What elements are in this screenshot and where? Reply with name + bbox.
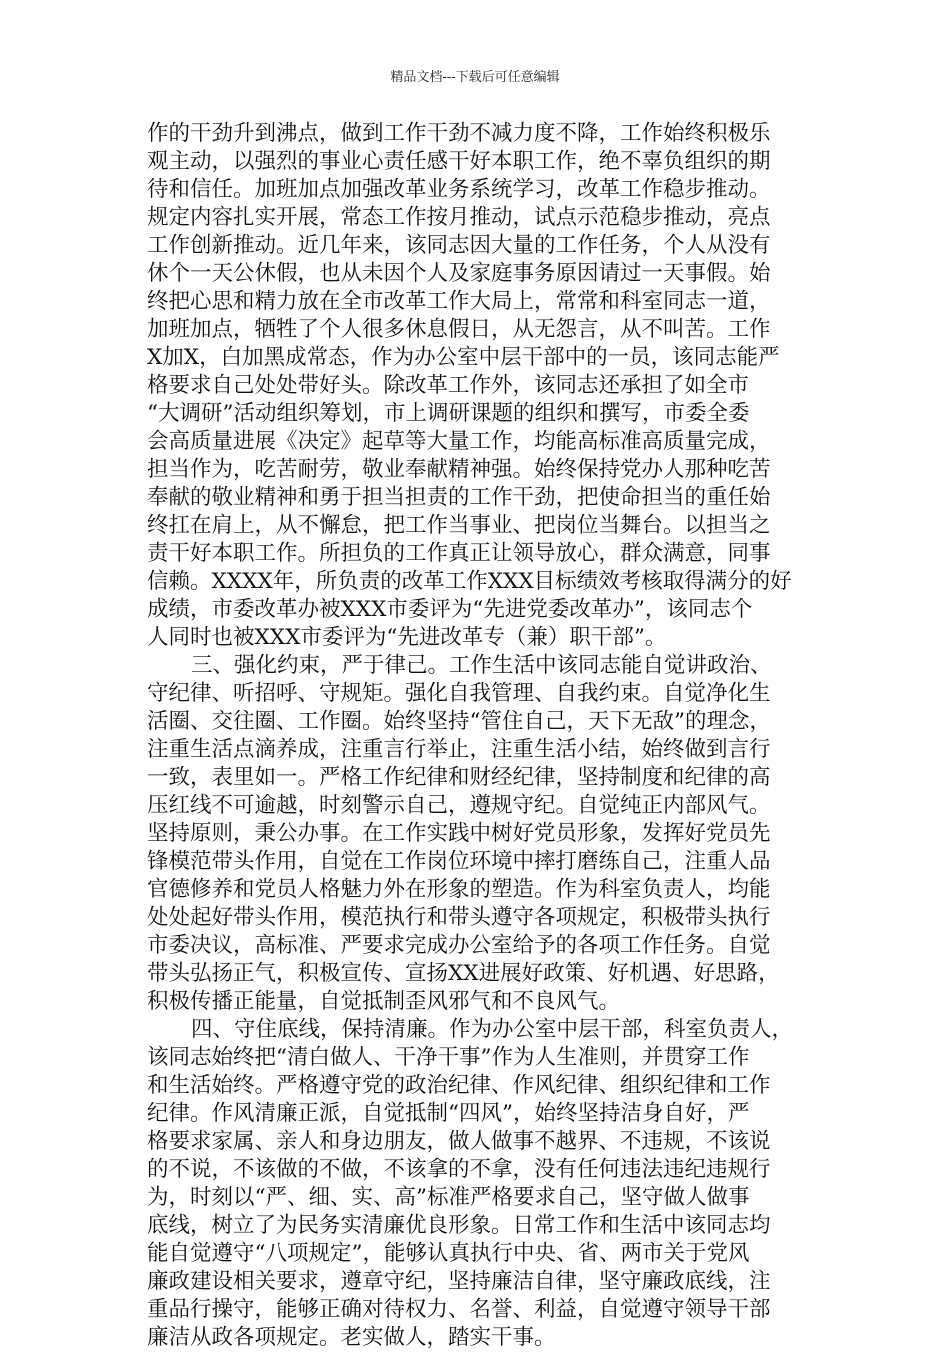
text-line: 官德修养和党员人格魅力外在形象的塑造。作为科室负责人，均能 <box>147 877 771 902</box>
text-line: 压红线不可逾越，时刻警示自己，遵规守纪。自觉纯正内部风气。 <box>147 793 771 818</box>
text-line: 的不说，不该做的不做，不该拿的不拿，没有任何违法违纪违规行 <box>147 1157 771 1182</box>
text-line: 工作创新推动。近几年来，该同志因大量的工作任务，个人从没有 <box>147 233 771 258</box>
text-line: “大调研”活动组织筹划，市上调研课题的组织和撰写，市委全委 <box>147 401 750 426</box>
text-line: 人同时也被XXX市委评为“先进改革专（兼）职干部”。 <box>147 625 667 650</box>
text-line: 坚持原则，秉公办事。在工作实践中树好党员形象，发挥好党员先 <box>147 821 771 846</box>
text-line: 担当作为，吃苦耐劳，敬业奉献精神强。始终保持党办人那种吃苦 <box>147 457 771 482</box>
text-line: 一致，表里如一。严格工作纪律和财经纪律，坚持制度和纪律的高 <box>147 765 771 790</box>
text-line: 守纪律、听招呼、守规矩。强化自我管理、自我约束。自觉净化生 <box>147 681 771 706</box>
text-line: 该同志始终把“清白做人、干净干事”作为人生准则，并贯穿工作 <box>147 1045 750 1070</box>
text-line: 重品行操守，能够正确对待权力、名誉、利益，自觉遵守领导干部 <box>147 1297 771 1322</box>
text-line: 廉洁从政各项规定。老实做人，踏实干事。 <box>147 1325 556 1350</box>
text-line: 和生活始终。严格遵守党的政治纪律、作风纪律、组织纪律和工作 <box>147 1073 771 1098</box>
text-line: 处处起好带头作用，模范执行和带头遵守各项规定，积极带头执行 <box>147 905 771 930</box>
text-line: 责干好本职工作。所担负的工作真正让领导放心，群众满意，同事 <box>147 541 771 566</box>
text-line: 纪律。作风清廉正派，自觉抵制“四风”，始终坚持洁身自好，严 <box>147 1101 750 1126</box>
text-line: 格要求家属、亲人和身边朋友，做人做事不越界、不违规，不该说 <box>147 1129 771 1154</box>
text-line: 奉献的敬业精神和勇于担当担责的工作干劲，把使命担当的重任始 <box>147 485 771 510</box>
text-line: 积极传播正能量，自觉抵制歪风邪气和不良风气。 <box>147 989 621 1014</box>
text-line: 廉政建设相关要求，遵章守纪，坚持廉洁自律，坚守廉政底线，注 <box>147 1269 771 1294</box>
text-line: 底线，树立了为民务实清廉优良形象。日常工作和生活中该同志均 <box>147 1213 771 1238</box>
text-line: 作的干劲升到沸点，做到工作干劲不减力度不降，工作始终积极乐 <box>147 121 771 146</box>
document-body <box>147 120 803 1352</box>
text-line: 成绩，市委改革办被XXX市委评为“先进党委改革办”，该同志个 <box>147 597 753 622</box>
text-line: 带头弘扬正气，积极宣传、宣扬XX进展好政策、好机遇、好思路， <box>147 961 780 986</box>
text-line: 观主动，以强烈的事业心责任感干好本职工作，绝不辜负组织的期 <box>147 149 771 174</box>
text-line: 终把心思和精力放在全市改革工作大局上，常常和科室同志一道， <box>147 289 771 314</box>
text-line: 能自觉遵守“八项规定”，能够认真执行中央、省、两市关于党风 <box>147 1241 750 1266</box>
text-line: 锋模范带头作用，自觉在工作岗位环境中摔打磨练自己，注重人品 <box>147 849 771 874</box>
section-heading-line: 四、守住底线，保持清廉。作为办公室中层干部，科室负责人， <box>191 1017 794 1042</box>
page-header-note: 精品文档---下载后可任意编辑 <box>390 70 560 85</box>
text-line: 为，时刻以“严、细、实、高”标准严格要求自己，坚守做人做事 <box>147 1185 750 1210</box>
text-line: 终扛在肩上，从不懈怠，把工作当事业、把岗位当舞台。以担当之 <box>147 513 771 538</box>
text-line: 待和信任。加班加点加强改革业务系统学习，改革工作稳步推动。 <box>147 177 771 202</box>
text-line: 会高质量进展《决定》起草等大量工作，均能高标准高质量完成， <box>147 429 771 454</box>
text-line: 规定内容扎实开展，常态工作按月推动，试点示范稳步推动，亮点 <box>147 205 771 230</box>
section-heading-line: 三、强化约束，严于律己。工作生活中该同志能自觉讲政治、 <box>191 653 772 678</box>
text-line: 休个一天公休假，也从未因个人及家庭事务原因请过一天事假。始 <box>147 261 771 286</box>
text-line: 格要求自己处处带好头。除改革工作外，该同志还承担了如全市 <box>147 373 750 398</box>
text-line: X加X，白加黑成常态，作为办公室中层干部中的一员，该同志能严 <box>147 345 780 370</box>
text-line: 信赖。XXXX年，所负责的改革工作XXX目标绩效考核取得满分的好 <box>147 569 792 594</box>
text-line: 加班加点，牺牲了个人很多休息假日，从无怨言，从不叫苦。工作 <box>147 317 771 342</box>
text-line: 市委决议，高标准、严要求完成办公室给予的各项工作任务。自觉 <box>147 933 771 958</box>
text-line: 活圈、交往圈、工作圈。始终坚持“管住自己，天下无敌”的理念， <box>147 709 771 734</box>
text-line: 注重生活点滴养成，注重言行举止，注重生活小结，始终做到言行 <box>147 737 771 762</box>
